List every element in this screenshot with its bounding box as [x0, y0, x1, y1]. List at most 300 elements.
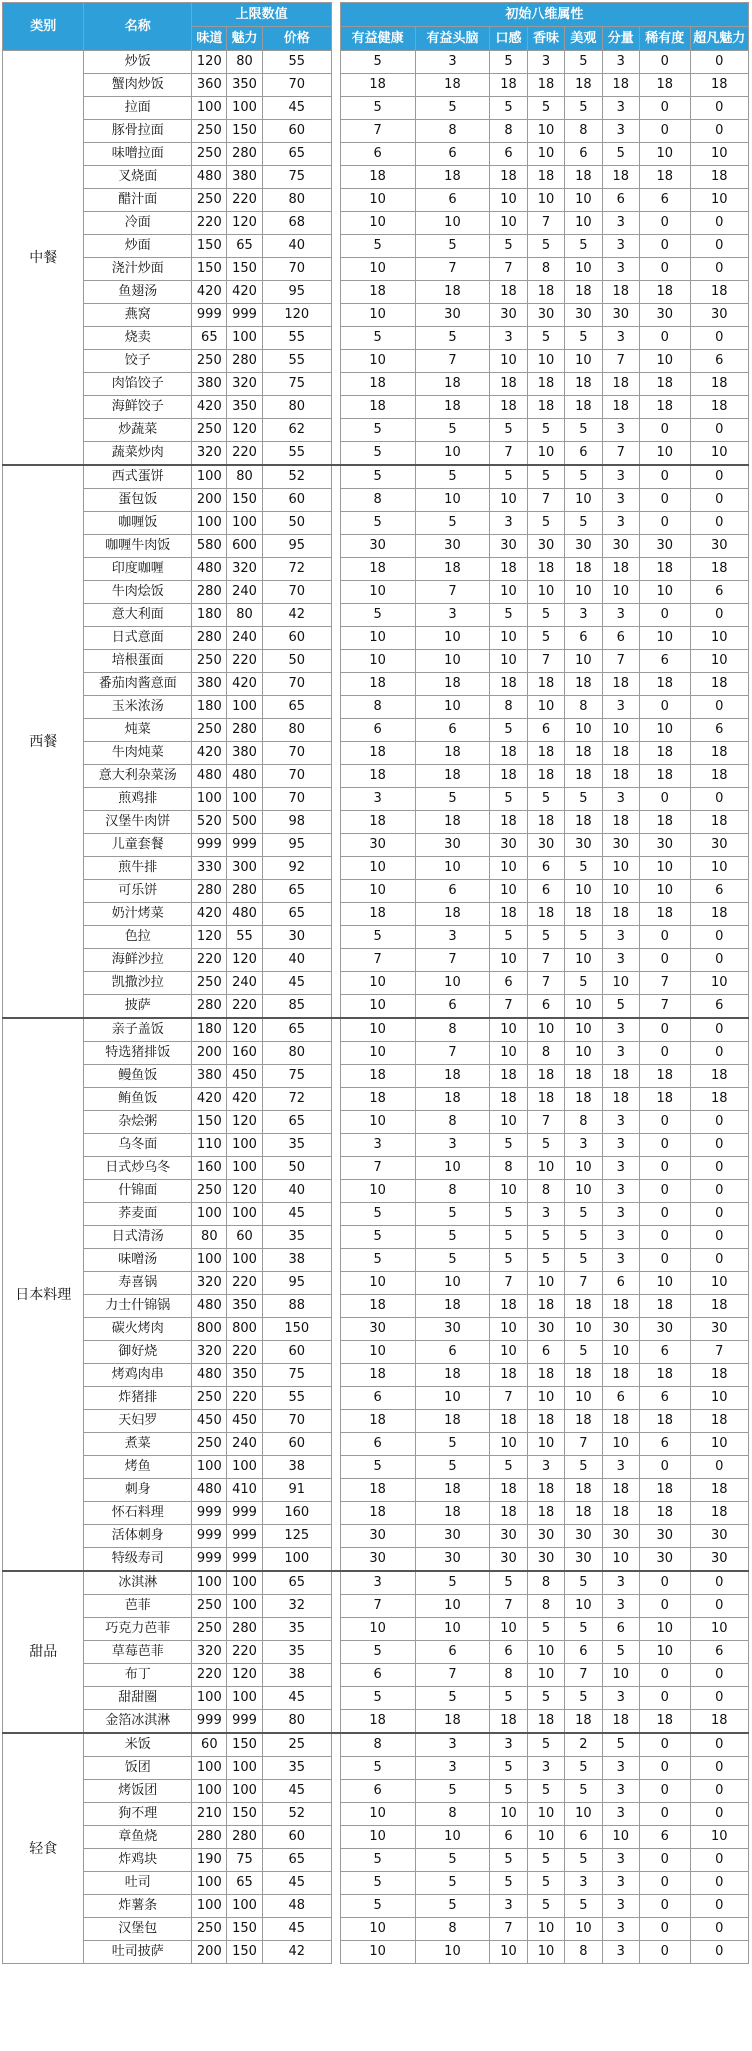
- value-cell: 6: [340, 1664, 415, 1687]
- value-cell: 250: [192, 1387, 227, 1410]
- value-cell: 3: [602, 1042, 639, 1065]
- value-cell: 30: [639, 535, 690, 558]
- separator-cell: [331, 995, 340, 1019]
- value-cell: 6: [527, 880, 564, 903]
- table-row: [3, 1226, 749, 1249]
- value-cell: 100: [227, 1895, 262, 1918]
- value-cell: 10: [690, 627, 748, 650]
- value-cell: 3: [602, 258, 639, 281]
- value-cell: 48: [262, 1895, 331, 1918]
- dish-name-cell: 煮菜: [84, 1433, 192, 1456]
- value-cell: 0: [690, 419, 748, 442]
- value-cell: 10: [490, 1341, 527, 1364]
- value-cell: 3: [602, 949, 639, 972]
- value-cell: 3: [602, 1226, 639, 1249]
- separator-cell: [331, 235, 340, 258]
- value-cell: 18: [565, 1295, 602, 1318]
- value-cell: 8: [340, 696, 415, 719]
- value-cell: 0: [690, 949, 748, 972]
- value-cell: 3: [415, 51, 490, 74]
- value-cell: 10: [340, 1341, 415, 1364]
- value-cell: 30: [565, 1548, 602, 1572]
- value-cell: 5: [490, 235, 527, 258]
- value-cell: 5: [527, 1872, 564, 1895]
- value-cell: 18: [527, 903, 564, 926]
- value-cell: 150: [227, 1918, 262, 1941]
- value-cell: 91: [262, 1479, 331, 1502]
- value-cell: 3: [565, 604, 602, 627]
- value-cell: 7: [527, 212, 564, 235]
- value-cell: 380: [192, 373, 227, 396]
- value-cell: 120: [227, 1180, 262, 1203]
- table-row: [3, 558, 749, 581]
- value-cell: 18: [527, 281, 564, 304]
- value-cell: 5: [340, 604, 415, 627]
- value-cell: 999: [192, 304, 227, 327]
- value-cell: 18: [602, 1410, 639, 1433]
- value-cell: 5: [565, 1226, 602, 1249]
- value-cell: 10: [690, 650, 748, 673]
- value-cell: 35: [262, 1618, 331, 1641]
- table-row: [3, 281, 749, 304]
- value-cell: 0: [690, 1456, 748, 1479]
- value-cell: 10: [602, 857, 639, 880]
- separator-cell: [331, 512, 340, 535]
- dish-name-cell: 海鲜饺子: [84, 396, 192, 419]
- value-cell: 0: [690, 1849, 748, 1872]
- separator-cell: [331, 673, 340, 696]
- value-cell: 5: [340, 442, 415, 466]
- table-row: [3, 742, 749, 765]
- value-cell: 6: [690, 581, 748, 604]
- table-row: [3, 489, 749, 512]
- value-cell: 5: [527, 235, 564, 258]
- separator-cell: [331, 880, 340, 903]
- value-cell: 0: [690, 97, 748, 120]
- value-cell: 5: [490, 1226, 527, 1249]
- value-cell: 65: [262, 143, 331, 166]
- value-cell: 250: [192, 120, 227, 143]
- dish-name-cell: 牛肉烩饭: [84, 581, 192, 604]
- value-cell: 45: [262, 97, 331, 120]
- value-cell: 6: [415, 995, 490, 1019]
- dish-name-cell: 草莓芭菲: [84, 1641, 192, 1664]
- value-cell: 0: [690, 120, 748, 143]
- table-row: [3, 926, 749, 949]
- table-row: [3, 1295, 749, 1318]
- value-cell: 30: [490, 834, 527, 857]
- separator-cell: [331, 604, 340, 627]
- value-cell: 10: [565, 1018, 602, 1042]
- value-cell: 70: [262, 258, 331, 281]
- value-cell: 6: [490, 1826, 527, 1849]
- value-cell: 5: [490, 604, 527, 627]
- value-cell: 80: [192, 1226, 227, 1249]
- value-cell: 18: [565, 373, 602, 396]
- col-header-1: 魅力: [227, 27, 262, 51]
- value-cell: 280: [227, 1826, 262, 1849]
- value-cell: 450: [192, 1410, 227, 1433]
- value-cell: 30: [527, 1525, 564, 1548]
- value-cell: 100: [227, 788, 262, 811]
- value-cell: 18: [490, 1065, 527, 1088]
- value-cell: 100: [227, 696, 262, 719]
- table-row: [3, 1687, 749, 1710]
- value-cell: 0: [690, 212, 748, 235]
- value-cell: 320: [192, 442, 227, 466]
- value-cell: 30: [415, 1548, 490, 1572]
- value-cell: 10: [340, 650, 415, 673]
- dish-name-cell: 特选猪排饭: [84, 1042, 192, 1065]
- table-row: [3, 972, 749, 995]
- value-cell: 3: [602, 235, 639, 258]
- value-cell: 60: [262, 627, 331, 650]
- value-cell: 5: [565, 51, 602, 74]
- value-cell: 5: [527, 327, 564, 350]
- value-cell: 18: [690, 373, 748, 396]
- value-cell: 18: [340, 396, 415, 419]
- value-cell: 100: [227, 512, 262, 535]
- separator-cell: [331, 719, 340, 742]
- value-cell: 55: [262, 442, 331, 466]
- value-cell: 410: [227, 1479, 262, 1502]
- value-cell: 80: [262, 719, 331, 742]
- value-cell: 10: [602, 1826, 639, 1849]
- value-cell: 35: [262, 1134, 331, 1157]
- value-cell: 40: [262, 235, 331, 258]
- table-row: [3, 442, 749, 466]
- value-cell: 30: [639, 1548, 690, 1572]
- value-cell: 10: [565, 350, 602, 373]
- value-cell: 7: [602, 442, 639, 466]
- value-cell: 10: [565, 212, 602, 235]
- value-cell: 10: [340, 857, 415, 880]
- value-cell: 0: [639, 1180, 690, 1203]
- value-cell: 250: [192, 143, 227, 166]
- value-cell: 100: [227, 1134, 262, 1157]
- value-cell: 220: [227, 1341, 262, 1364]
- value-cell: 30: [527, 535, 564, 558]
- separator-cell: [331, 1157, 340, 1180]
- table-row: [3, 1525, 749, 1548]
- value-cell: 10: [527, 350, 564, 373]
- value-cell: 92: [262, 857, 331, 880]
- value-cell: 18: [602, 1088, 639, 1111]
- dish-name-cell: 金箔冰淇淋: [84, 1710, 192, 1734]
- value-cell: 10: [415, 1826, 490, 1849]
- value-cell: 0: [639, 212, 690, 235]
- value-cell: 3: [602, 604, 639, 627]
- value-cell: 10: [639, 442, 690, 466]
- value-cell: 65: [262, 880, 331, 903]
- table-row: [3, 880, 749, 903]
- value-cell: 999: [227, 1548, 262, 1572]
- separator-cell: [331, 1226, 340, 1249]
- value-cell: 70: [262, 788, 331, 811]
- value-cell: 6: [690, 995, 748, 1019]
- value-cell: 75: [262, 1065, 331, 1088]
- dish-name-cell: 什锦面: [84, 1180, 192, 1203]
- separator-cell: [331, 1872, 340, 1895]
- value-cell: 7: [565, 1272, 602, 1295]
- table-row: [3, 1410, 749, 1433]
- value-cell: 8: [415, 120, 490, 143]
- separator-cell: [331, 1941, 340, 1964]
- value-cell: 220: [192, 1664, 227, 1687]
- value-cell: 85: [262, 995, 331, 1019]
- dish-name-cell: 章鱼烧: [84, 1826, 192, 1849]
- table-row: [3, 811, 749, 834]
- table-row: [3, 1757, 749, 1780]
- value-cell: 5: [415, 1895, 490, 1918]
- separator-cell: [331, 51, 340, 74]
- dish-name-cell: 荞麦面: [84, 1203, 192, 1226]
- value-cell: 280: [192, 581, 227, 604]
- dish-name-cell: 炖菜: [84, 719, 192, 742]
- value-cell: 7: [527, 650, 564, 673]
- value-cell: 80: [227, 51, 262, 74]
- value-cell: 999: [192, 1502, 227, 1525]
- table-row: [3, 1618, 749, 1641]
- value-cell: 55: [262, 51, 331, 74]
- value-cell: 0: [639, 1595, 690, 1618]
- separator-cell: [331, 558, 340, 581]
- value-cell: 380: [227, 166, 262, 189]
- value-cell: 8: [527, 1180, 564, 1203]
- value-cell: 18: [490, 765, 527, 788]
- value-cell: 3: [340, 1571, 415, 1595]
- separator-cell: [331, 258, 340, 281]
- value-cell: 10: [527, 1941, 564, 1964]
- value-cell: 18: [527, 1364, 564, 1387]
- value-cell: 0: [639, 1456, 690, 1479]
- dish-name-cell: 饺子: [84, 350, 192, 373]
- value-cell: 150: [227, 489, 262, 512]
- value-cell: 10: [415, 1157, 490, 1180]
- value-cell: 10: [415, 1941, 490, 1964]
- value-cell: 5: [340, 1757, 415, 1780]
- value-cell: 18: [340, 811, 415, 834]
- value-cell: 5: [490, 1249, 527, 1272]
- value-cell: 30: [415, 304, 490, 327]
- value-cell: 250: [192, 1595, 227, 1618]
- value-cell: 18: [490, 373, 527, 396]
- separator-cell: [331, 581, 340, 604]
- value-cell: 5: [340, 1849, 415, 1872]
- value-cell: 10: [565, 650, 602, 673]
- value-cell: 10: [340, 258, 415, 281]
- table-row: [3, 1803, 749, 1826]
- value-cell: 8: [565, 1111, 602, 1134]
- value-cell: 10: [527, 581, 564, 604]
- value-cell: 5: [490, 926, 527, 949]
- value-cell: 10: [340, 581, 415, 604]
- value-cell: 30: [490, 1525, 527, 1548]
- table-row: [3, 166, 749, 189]
- separator-cell: [331, 74, 340, 97]
- value-cell: 3: [602, 1872, 639, 1895]
- dish-name-cell: 碳火烤肉: [84, 1318, 192, 1341]
- value-cell: 10: [527, 189, 564, 212]
- value-cell: 520: [192, 811, 227, 834]
- value-cell: 420: [192, 396, 227, 419]
- value-cell: 10: [527, 1826, 564, 1849]
- value-cell: 480: [192, 1364, 227, 1387]
- value-cell: 3: [490, 327, 527, 350]
- value-cell: 280: [227, 1618, 262, 1641]
- value-cell: 999: [227, 1710, 262, 1734]
- value-cell: 18: [565, 1710, 602, 1734]
- value-cell: 6: [639, 1826, 690, 1849]
- value-cell: 10: [490, 1941, 527, 1964]
- value-cell: 18: [639, 673, 690, 696]
- separator-cell: [331, 212, 340, 235]
- value-cell: 8: [527, 1571, 564, 1595]
- value-cell: 5: [527, 604, 564, 627]
- value-cell: 18: [565, 558, 602, 581]
- value-cell: 200: [192, 1941, 227, 1964]
- value-cell: 10: [340, 627, 415, 650]
- value-cell: 18: [527, 1088, 564, 1111]
- value-cell: 220: [227, 189, 262, 212]
- value-cell: 5: [415, 1249, 490, 1272]
- value-cell: 5: [565, 926, 602, 949]
- dish-name-cell: 力士什锦锅: [84, 1295, 192, 1318]
- dish-name-cell: 炒蔬菜: [84, 419, 192, 442]
- value-cell: 5: [565, 327, 602, 350]
- value-cell: 10: [639, 350, 690, 373]
- value-cell: 8: [415, 1180, 490, 1203]
- value-cell: 18: [415, 1479, 490, 1502]
- value-cell: 100: [192, 1757, 227, 1780]
- value-cell: 280: [192, 627, 227, 650]
- value-cell: 7: [340, 949, 415, 972]
- value-cell: 0: [690, 1757, 748, 1780]
- value-cell: 18: [602, 281, 639, 304]
- value-cell: 10: [340, 880, 415, 903]
- value-cell: 10: [527, 1641, 564, 1664]
- dish-name-cell: 煎鸡排: [84, 788, 192, 811]
- value-cell: 100: [192, 1203, 227, 1226]
- dish-name-cell: 天妇罗: [84, 1410, 192, 1433]
- value-cell: 10: [340, 1018, 415, 1042]
- value-cell: 0: [639, 327, 690, 350]
- value-cell: 72: [262, 1088, 331, 1111]
- separator-cell: [331, 1548, 340, 1572]
- value-cell: 50: [262, 650, 331, 673]
- value-cell: 10: [490, 581, 527, 604]
- value-cell: 10: [690, 143, 748, 166]
- value-cell: 18: [690, 742, 748, 765]
- value-cell: 3: [490, 1895, 527, 1918]
- value-cell: 6: [527, 995, 564, 1019]
- value-cell: 10: [565, 1803, 602, 1826]
- value-cell: 6: [527, 719, 564, 742]
- value-cell: 8: [565, 120, 602, 143]
- category-cell: 西餐: [3, 465, 84, 1018]
- value-cell: 10: [490, 1111, 527, 1134]
- value-cell: 0: [639, 604, 690, 627]
- value-cell: 10: [340, 1180, 415, 1203]
- value-cell: 18: [690, 1410, 748, 1433]
- value-cell: 18: [565, 1088, 602, 1111]
- value-cell: 98: [262, 811, 331, 834]
- value-cell: 18: [690, 673, 748, 696]
- value-cell: 18: [639, 811, 690, 834]
- value-cell: 95: [262, 281, 331, 304]
- value-cell: 30: [340, 1318, 415, 1341]
- dish-name-cell: 玉米浓汤: [84, 696, 192, 719]
- value-cell: 100: [227, 1757, 262, 1780]
- value-cell: 18: [565, 742, 602, 765]
- value-cell: 210: [192, 1803, 227, 1826]
- value-cell: 18: [565, 1479, 602, 1502]
- col-header-5: 口感: [490, 27, 527, 51]
- value-cell: 5: [527, 1687, 564, 1710]
- separator-cell: [331, 650, 340, 673]
- separator-cell: [331, 419, 340, 442]
- separator-cell: [331, 1249, 340, 1272]
- value-cell: 240: [227, 627, 262, 650]
- value-cell: 18: [639, 396, 690, 419]
- value-cell: 800: [227, 1318, 262, 1341]
- value-cell: 3: [602, 512, 639, 535]
- table-row: [3, 1780, 749, 1803]
- dish-name-cell: 巧克力芭菲: [84, 1618, 192, 1641]
- value-cell: 0: [690, 1018, 748, 1042]
- value-cell: 18: [690, 281, 748, 304]
- dish-name-cell: 吐司披萨: [84, 1941, 192, 1964]
- value-cell: 250: [192, 189, 227, 212]
- separator-cell: [331, 1757, 340, 1780]
- table-row: [3, 857, 749, 880]
- dish-name-cell: 鱼翅汤: [84, 281, 192, 304]
- value-cell: 220: [227, 995, 262, 1019]
- value-cell: 5: [527, 419, 564, 442]
- separator-cell: [331, 1710, 340, 1734]
- separator-cell: [331, 143, 340, 166]
- value-cell: 999: [227, 304, 262, 327]
- value-cell: 3: [490, 512, 527, 535]
- value-cell: 2: [565, 1733, 602, 1757]
- value-cell: 5: [565, 1849, 602, 1872]
- value-cell: 6: [690, 719, 748, 742]
- table-row: [3, 604, 749, 627]
- separator-cell: [331, 1525, 340, 1548]
- value-cell: 5: [527, 1134, 564, 1157]
- value-cell: 0: [639, 788, 690, 811]
- value-cell: 18: [602, 742, 639, 765]
- col-header-2: 价格: [262, 27, 331, 51]
- value-cell: 18: [527, 1502, 564, 1525]
- value-cell: 65: [262, 696, 331, 719]
- value-cell: 18: [415, 765, 490, 788]
- value-cell: 3: [602, 1849, 639, 1872]
- dish-name-cell: 炸猪排: [84, 1387, 192, 1410]
- value-cell: 10: [527, 1018, 564, 1042]
- value-cell: 18: [415, 1364, 490, 1387]
- value-cell: 0: [639, 1249, 690, 1272]
- value-cell: 999: [192, 1525, 227, 1548]
- separator-cell: [331, 765, 340, 788]
- value-cell: 6: [490, 1641, 527, 1664]
- value-cell: 55: [262, 350, 331, 373]
- value-cell: 0: [639, 1803, 690, 1826]
- table-row: [3, 1272, 749, 1295]
- value-cell: 600: [227, 535, 262, 558]
- table-row: [3, 212, 749, 235]
- value-cell: 6: [490, 972, 527, 995]
